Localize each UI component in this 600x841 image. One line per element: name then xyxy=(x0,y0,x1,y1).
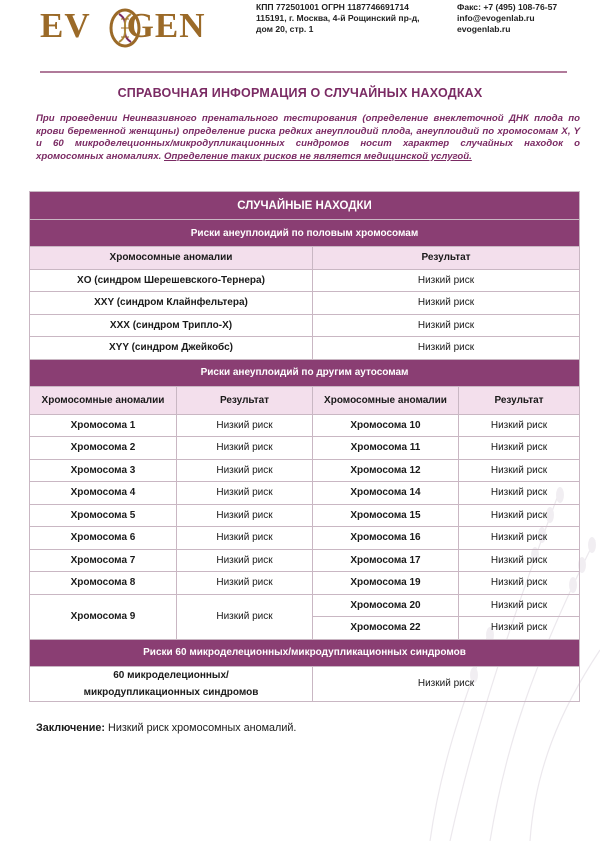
intro-text: При проведении Неинвазивного пренатального тестирования (определение внеклеточной ДНК плода по крови беременной женщины) определение риска редких анеуплоидий плода, анеуплоидий по хромосомам X, Y и 60 микроделеционных/микродупликационных синдромов носит характер случайных находок о хромосомных аномалиях. xyxy=(36,113,580,162)
chromosome-name: Хромосома 12 xyxy=(313,459,459,482)
dna-emblem-icon xyxy=(108,8,142,48)
chromosome-name: Хромосома 14 xyxy=(313,482,459,505)
table-title: СЛУЧАЙНЫЕ НАХОДКИ xyxy=(30,192,580,220)
anomaly-result: Низкий риск xyxy=(313,314,580,337)
table-row xyxy=(30,594,580,617)
company-reg-line: КПП 772501001 ОГРН 1187746691714 xyxy=(256,2,409,12)
chromosome-result: Низкий риск xyxy=(177,572,313,595)
table-row xyxy=(30,269,580,292)
page-title: СПРАВОЧНАЯ ИНФОРМАЦИЯ О СЛУЧАЙНЫХ НАХОДКАХ xyxy=(117,86,483,100)
anomaly-result: Низкий риск xyxy=(313,292,580,315)
chromosome-name: Хромосома 16 xyxy=(313,527,459,550)
chromosome-result: Низкий риск xyxy=(459,617,580,640)
auto-col-result-left: Результат xyxy=(177,386,313,414)
email-link[interactable]: info@evogenlab.ru xyxy=(457,13,535,23)
chromosome-result: Низкий риск xyxy=(459,594,580,617)
table-row xyxy=(30,666,580,701)
auto-section-title: Риски анеуплоидий по другим аутосомам xyxy=(30,359,580,386)
micro-result: Низкий риск xyxy=(313,666,580,701)
sex-col-result: Результат xyxy=(313,247,580,270)
chromosome-name: Хромосома 3 xyxy=(30,459,177,482)
intro-underlined-text: Определение таких рисков не является медицинской услугой. xyxy=(164,150,472,162)
chromosome-name: Хромосома 7 xyxy=(30,549,177,572)
anomaly-result: Низкий риск xyxy=(313,269,580,292)
micro-syndrome-name xyxy=(30,666,313,701)
conclusion xyxy=(36,722,296,734)
evogen-logo xyxy=(40,6,225,50)
company-address-line2: дом 20, стр. 1 xyxy=(256,24,314,34)
company-address-line1: 115191, г. Москва, 4-й Рощинский пр-д, xyxy=(256,13,420,23)
table-row xyxy=(30,549,580,572)
chromosome-result: Низкий риск xyxy=(177,459,313,482)
intro-paragraph xyxy=(36,113,580,163)
company-contacts xyxy=(457,2,557,35)
chromosome-name: Хромосома 1 xyxy=(30,414,177,437)
chromosome-name: Хромосома 2 xyxy=(30,437,177,460)
fax-line: Факс: +7 (495) 108-76-57 xyxy=(457,2,558,12)
anomaly-name: XXY (синдром Клайнфельтера) xyxy=(30,292,313,315)
chromosome-result: Низкий риск xyxy=(459,504,580,527)
chromosome-result: Низкий риск xyxy=(459,572,580,595)
chromosome-result: Низкий риск xyxy=(459,437,580,460)
chromosome-name: Хромосома 8 xyxy=(30,572,177,595)
chromosome-result: Низкий риск xyxy=(459,414,580,437)
auto-col-anomaly-left: Хромосомные аномалии xyxy=(30,386,177,414)
conclusion-label: Заключение: xyxy=(36,722,106,734)
chromosome-name: Хромосома 17 xyxy=(313,549,459,572)
table-row xyxy=(30,437,580,460)
table-row xyxy=(30,527,580,550)
table-row xyxy=(30,504,580,527)
company-details xyxy=(256,2,420,35)
table-row xyxy=(30,292,580,315)
table-row xyxy=(30,314,580,337)
chromosome-name: Хромосома 5 xyxy=(30,504,177,527)
chromosome-result: Низкий риск xyxy=(177,594,313,639)
chromosome-result: Низкий риск xyxy=(459,482,580,505)
chromosome-name: Хромосома 9 xyxy=(30,594,177,639)
chromosome-result: Низкий риск xyxy=(177,527,313,550)
auto-col-anomaly-right: Хромосомные аномалии xyxy=(313,386,459,414)
table-row xyxy=(30,482,580,505)
chromosome-result: Низкий риск xyxy=(459,527,580,550)
chromosome-name: Хромосома 4 xyxy=(30,482,177,505)
logo-text-ev: EV xyxy=(40,6,91,45)
header-divider xyxy=(40,71,567,73)
chromosome-result: Низкий риск xyxy=(177,437,313,460)
chromosome-name: Хромосома 10 xyxy=(313,414,459,437)
sex-col-anomaly: Хромосомные аномалии xyxy=(30,247,313,270)
logo-text-gen: GEN xyxy=(126,6,206,45)
website-link[interactable]: evogenlab.ru xyxy=(457,24,511,34)
chromosome-name: Хромосома 11 xyxy=(313,437,459,460)
chromosome-name: Хромосома 22 xyxy=(313,617,459,640)
table-row xyxy=(30,337,580,360)
auto-col-result-right: Результат xyxy=(459,386,580,414)
micro-section-title: Риски 60 микроделеционных/микродупликационных синдромов xyxy=(30,639,580,666)
anomaly-name: XO (синдром Шерешевского-Тернера) xyxy=(30,269,313,292)
table-row xyxy=(30,414,580,437)
anomaly-result: Низкий риск xyxy=(313,337,580,360)
chromosome-result: Низкий риск xyxy=(177,414,313,437)
chromosome-result: Низкий риск xyxy=(177,549,313,572)
anomaly-name: XXX (синдром Трипло-X) xyxy=(30,314,313,337)
incidental-findings-table xyxy=(29,191,580,702)
chromosome-name: Хромосома 6 xyxy=(30,527,177,550)
sex-section-title: Риски анеуплоидий по половым хромосомам xyxy=(30,220,580,247)
table-row xyxy=(30,459,580,482)
micro-name-line1: 60 микроделеционных/ xyxy=(113,669,229,681)
table-row xyxy=(30,572,580,595)
chromosome-name: Хромосома 19 xyxy=(313,572,459,595)
chromosome-name: Хромосома 15 xyxy=(313,504,459,527)
chromosome-result: Низкий риск xyxy=(459,549,580,572)
chromosome-result: Низкий риск xyxy=(459,459,580,482)
micro-name-line2: микродупликационных синдромов xyxy=(83,686,259,698)
chromosome-name: Хромосома 20 xyxy=(313,594,459,617)
chromosome-result: Низкий риск xyxy=(177,504,313,527)
chromosome-result: Низкий риск xyxy=(177,482,313,505)
conclusion-text: Низкий риск хромосомных аномалий. xyxy=(108,722,297,734)
anomaly-name: XYY (синдром Джейкобс) xyxy=(30,337,313,360)
